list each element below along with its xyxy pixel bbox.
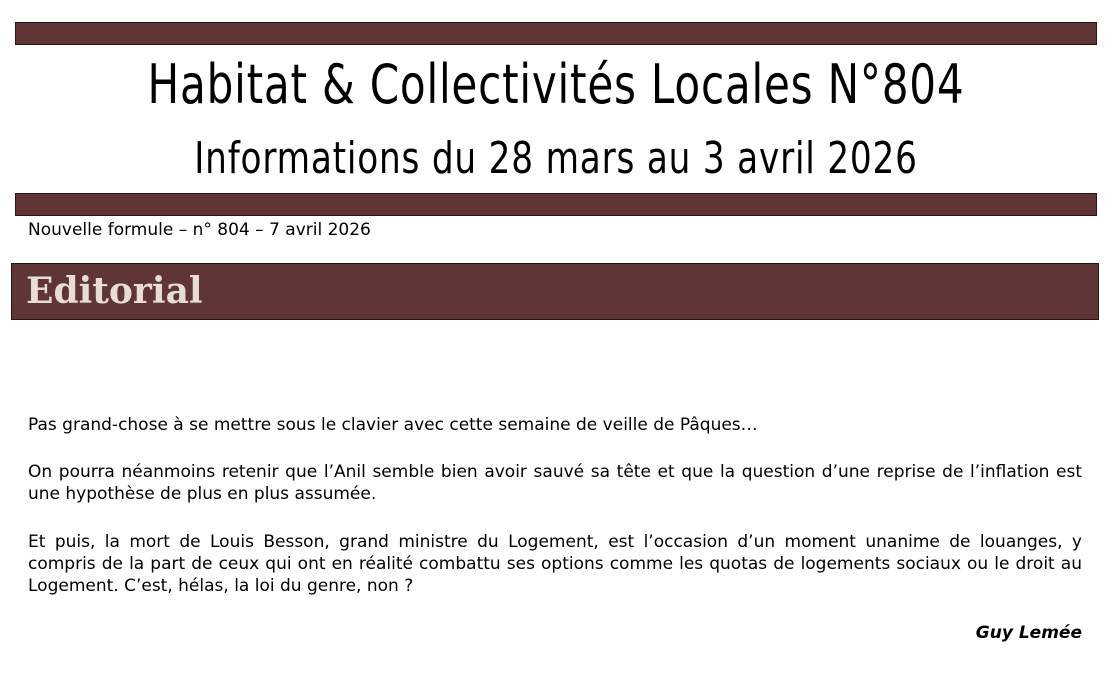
paragraph-3: Et puis, la mort de Louis Besson, grand ministre du Logement, est l’occasion d’un moment unanime de louanges, y compris de la part de ceux qui ont en réalité combattu ses options comme les quotas de logements sociaux ou le droit au Logement. C’est, hélas, la loi du genre, non ? xyxy=(28,532,1082,596)
section-title: Editorial xyxy=(26,270,203,312)
section-header xyxy=(11,263,1099,320)
top-decorative-bar xyxy=(15,22,1097,45)
paragraph-2: On pourra néanmoins retenir que l’Anil semble bien avoir sauvé sa tête et que la question d’une reprise de l’inflation est une hypothèse de plus en plus assumée. xyxy=(28,462,1082,504)
paragraph-1: Pas grand-chose à se mettre sous le clavier avec cette semaine de veille de Pâques… xyxy=(28,415,758,435)
edition-info: Nouvelle formule – n° 804 – 7 avril 2026 xyxy=(28,220,371,240)
author-signature: Guy Lemée xyxy=(975,623,1082,643)
newsletter-subtitle: Informations du 28 mars au 3 avril 2026 xyxy=(194,133,918,184)
newsletter-title: Habitat & Collectivités Locales N°804 xyxy=(147,53,965,116)
bottom-decorative-bar xyxy=(15,193,1097,216)
